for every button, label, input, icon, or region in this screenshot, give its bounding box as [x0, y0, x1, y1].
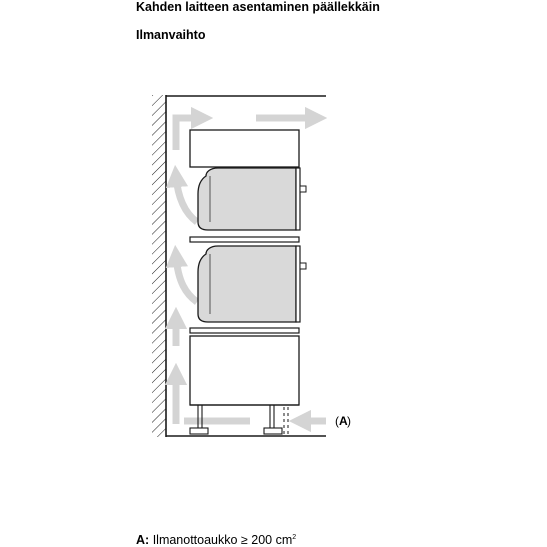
page-title: Kahden laitteen asentaminen päällekkäin	[136, 0, 380, 14]
legend-superscript: 2	[292, 534, 297, 541]
top-compartment	[190, 130, 299, 167]
upper-oven	[198, 168, 306, 230]
lower-oven	[198, 246, 306, 322]
callout-a	[335, 414, 351, 428]
wall	[152, 95, 166, 437]
legend-key: A:	[136, 533, 150, 547]
callout-label: A	[339, 414, 348, 428]
svg-text:(: (	[335, 414, 339, 428]
plinth-panel	[284, 407, 288, 434]
svg-text:): )	[347, 414, 351, 428]
legend-text: Ilmanottoaukko ≥ 200 cm	[152, 533, 293, 547]
legend	[136, 533, 296, 547]
base-cabinet	[190, 336, 299, 405]
lower-shelf	[190, 328, 299, 333]
section-title: Ilmanvaihto	[136, 28, 206, 42]
middle-shelf	[190, 237, 299, 242]
